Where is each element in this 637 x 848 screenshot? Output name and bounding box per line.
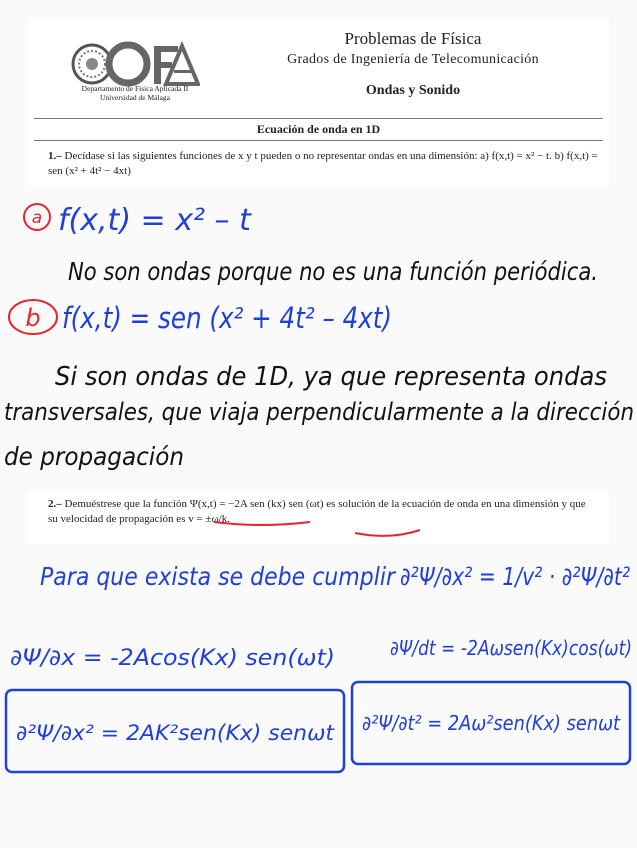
part-b-function: f(x,t) = sen (x² + 4t² – 4xt)	[62, 301, 392, 335]
part-a-function: f(x,t) = x² – t	[58, 203, 251, 238]
first-derivative-t: ∂Ψ/dt = -2Aωsen(Kx)cos(ωt)	[390, 636, 632, 660]
problem-text: Decídase si las siguientes funciones de x y t pueden o no representar ondas en una dimensión: a) f(x,t) = x² − t. b) f(x,t) = sen (x² + 4t² − 4xt)	[48, 150, 598, 177]
department-line-1: Departamento de Física Aplicada II	[81, 84, 189, 93]
first-derivative-x: ∂Ψ/∂x = -2Acos(Kx) sen(ωt)	[10, 646, 336, 671]
problem-text: Demuéstrese que la función Ψ(x,t) = −2A sen (kx) sen (ωt) es solución de la ecuación de onda en una dimensión y que su velocidad de propagación es v = ±ω/k.	[48, 498, 586, 525]
part-b-label: b	[25, 304, 41, 332]
page-topic: Ondas y Sonido	[365, 83, 461, 98]
part-a-label: a	[31, 208, 43, 228]
second-derivative-t: ∂²Ψ/∂t² = 2Aω²sen(Kx) senωt	[362, 711, 622, 735]
underline-psi	[214, 522, 310, 525]
department-line-2: Universidad de Málaga	[100, 93, 170, 102]
section-title: Ecuación de onda en 1D	[256, 122, 381, 136]
part-b-answer-line-1: Si son ondas de 1D, ya que representa ondas	[55, 362, 607, 392]
problem-number: 1.–	[48, 150, 62, 162]
underline-velocity	[355, 530, 420, 536]
problem-number: 2.–	[48, 498, 62, 510]
page-subtitle: Grados de Ingeniería de Telecomunicación	[287, 52, 539, 67]
part-a-answer: No son ondas porque no es una función periódica.	[68, 257, 598, 286]
wave-equation: ∂²Ψ/∂x² = 1/v² · ∂²Ψ/∂t²	[400, 562, 630, 591]
problem-2-intro: Para que exista se debe cumplir	[40, 562, 397, 591]
page-title: Problemas de Física	[344, 29, 482, 48]
part-b-answer-line-2: transversales, que viaja perpendicularmente a la dirección	[4, 398, 634, 426]
part-b-answer-line-3: de propagación	[4, 442, 184, 471]
second-derivative-x: ∂²Ψ/∂x² = 2AK²sen(Kx) senωt	[16, 721, 335, 745]
